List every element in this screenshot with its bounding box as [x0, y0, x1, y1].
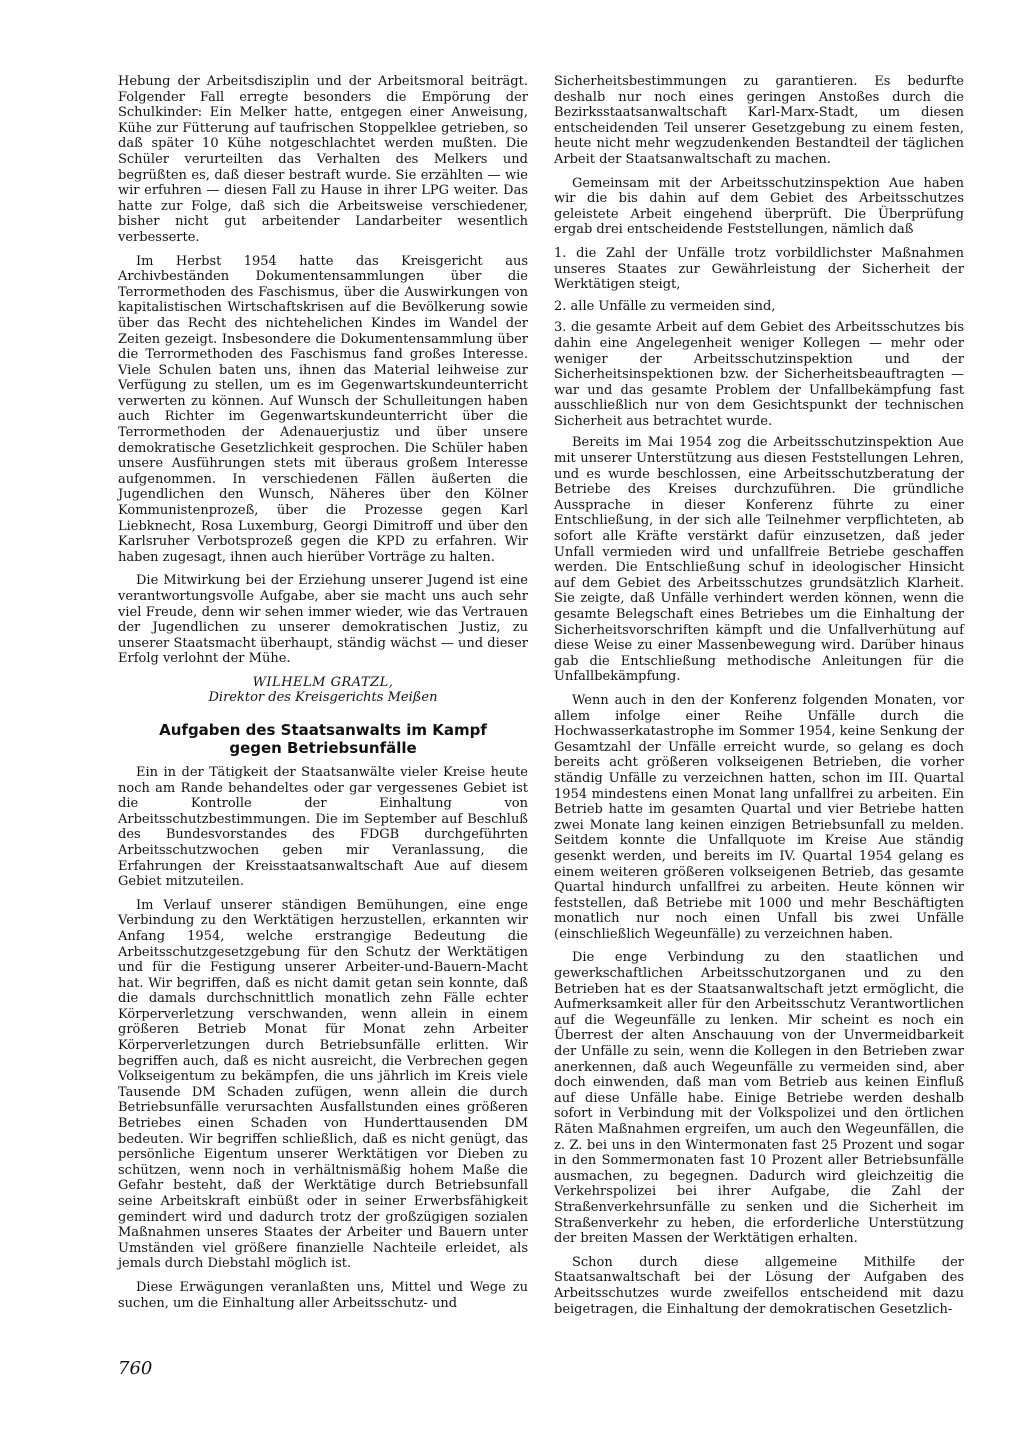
left-column — [118, 74, 528, 1319]
paragraph: Bereits im Mai 1954 zog die Arbeitsschutzinspektion Aue mit unserer Unterstützung aus diesen Feststellungen Lehren, und es wurde beschlossen, eine Arbeitsschutzberatung der Betriebe des Kreises durchzuführen. Die gründliche Aussprache in dieser Konferenz führte zu einer Entschließung, in der sich alle Teilnehmer verpflichteten, ab sofort alle Kräfte verstärkt dafür einzusetzen, daß jeder Unfall vermieden wird und unfallfreie Betriebe geschaffen werden. Die Entschließung schuf in ideologischer Hinsicht auf dem Gebiet des Arbeitsschutzes grundsätzlich Klarheit. Sie zeigte, daß Unfälle verhindert werden können, wenn die gesamte Belegschaft eines Betriebes um die Einhaltung der Sicherheitsvorschriften kämpft und die Unfallverhütung auf diese Weise zu einer Massenbewegung wird. Darüber hinaus gab die Entschließung methodische Anleitungen für die Unfallbekämpfung. — [554, 435, 964, 685]
paragraph: Schon durch diese allgemeine Mithilfe der Staatsanwaltschaft bei der Lösung der Aufgaben des Arbeitsschutzes wurde zweifellos entscheidend mit dazu beigetragen, die Einhaltung der demokratischen Gesetzlich- — [554, 1254, 964, 1317]
article-title — [118, 721, 528, 757]
list-item: 2. alle Unfälle zu vermeiden sind, — [554, 298, 776, 314]
paragraph: Hebung der Arbeitsdisziplin und der Arbeitsmoral beiträgt. Folgender Fall erregte besonders die Empörung der Schulkinder: Ein Melker hatte, entgegen einer Anweisung, Kühe zur Fütterung auf taufrischen Stoppelklee getrieben, so daß später 10 Kühe notgeschlachtet werden mußten. Die Schüler verurteilten das Verhalten des Melkers und begrüßten es, daß dieser bestraft wurde. Sie erzählten — wie wir erfuhren — diesen Fall zu Hause in ihrer LPG weiter. Das hatte zur Folge, daß sich die Arbeitsweise verschiedener, bisher nicht gut arbeitender Landarbeiter wesentlich verbesserte. — [118, 74, 528, 245]
signature-name: WILHELM GRATZL, — [252, 674, 394, 690]
paragraph: Die Mitwirkung bei der Erziehung unserer Jugend ist eine verantwortungsvolle Aufgabe, aber sie macht uns auch sehr viel Freude, denn wir sehen immer wieder, wie das Vertrauen der Jugendlichen zu unserer demokratischen Justiz, zu unserer Staatsmacht überhaupt, ständig wächst — und dieser Erfolg verlohnt der Mühe. — [118, 573, 528, 667]
article-title-line-1: Aufgaben des Staatsanwalts im Kampf — [159, 720, 487, 739]
right-column — [554, 74, 964, 1325]
paragraph: Diese Erwägungen veranlaßten uns, Mittel und Wege zu suchen, um die Einhaltung aller Arbeitsschutz- und — [118, 1279, 528, 1311]
paragraph: Sicherheitsbestimmungen zu garantieren. Es bedurfte deshalb nur noch eines geringen Anstoßes durch die Bezirksstaatsanwaltschaft Karl-Marx-Stadt, um diesen entscheidenden Teil unserer Gesetzgebung zu einem festen, heute nicht mehr wegzudenkenden Bestandteil der täglichen Arbeit der Staatsanwaltschaft zu machen. — [554, 74, 964, 167]
text-columns — [118, 74, 964, 1325]
paragraph: Gemeinsam mit der Arbeitsschutzinspektion Aue haben wir die bis dahin auf dem Gebiet des Arbeitsschutzes geleistete Arbeit eingehend überprüft. Die Überprüfung ergab drei entscheidende Feststellungen, nämlich daß — [554, 175, 964, 238]
page-number: 760 — [118, 1358, 153, 1379]
paragraph: Ein in der Tätigkeit der Staatsanwälte vieler Kreise heute noch am Rande behandeltes oder gar vergessenes Gebiet ist die Kontrolle der Einhaltung von Arbeitsschutzbestimmungen. Die im September auf Beschluß des Bundesvorstandes des FDGB durchgeführten Arbeitsschutzwochen geben mir Veranlassung, die Erfahrungen der Kreisstaatsanwaltschaft Aue auf diesem Gebiet mitzuteilen. — [118, 764, 528, 890]
list-item: 3. die gesamte Arbeit auf dem Gebiet des Arbeitsschutzes bis dahin eine Angelegenheit weniger Kollegen — mehr oder weniger der Arbeitsschutzinspektion und der Sicherheitsinspektionen bzw. der Sicherheitsbeauftragten — war und das gesamte Problem der Unfallbekämpfung fast ausschließlich nur von dem Gesichtspunkt der technischen Sicherheit aus betrachtet wurde. — [554, 320, 964, 429]
paragraph: Die enge Verbindung zu den staatlichen und gewerkschaftlichen Arbeitsschutzorganen und zu den Betrieben hat es der Staatsanwaltschaft jetzt ermöglicht, die Aufmerksamkeit aller für den Arbeitsschutz Verantwortlichen auf die Wegeunfälle zu lenken. Mir scheint es noch ein Überrest der alten Anschauung von der Unvermeidbarkeit der Unfälle zu sein, wenn die Kollegen in den Betrieben zwar anerkennen, daß auch Wegeunfälle zu vermeiden sind, aber doch einwenden, daß man vom Betrieb aus keinen Einfluß auf diese Unfälle habe. Einige Betriebe werden deshalb sofort in Verbindung mit der Volkspolizei und den örtlichen Räten Maßnahmen ergreifen, um auch den Wegeunfällen, die z. Z. bei uns in den Wintermonaten fast 25 Prozent und sogar in den Sommermonaten fast 10 Prozent aller Betriebsunfälle ausmachen, zu begegnen. Dadurch wird gleichzeitig die Verkehrspolizei bei ihrer Aufgabe, die Zahl der Straßenverkehrsunfälle zu senken und die Sicherheit im Straßenverkehr zu heben, die erforderliche Unterstützung der breiten Massen der Werktätigen erhalten. — [554, 950, 964, 1247]
paragraph: Wenn auch in den der Konferenz folgenden Monaten, vor allem infolge einer Reihe Unfälle durch die Hochwasserkatastrophe im Sommer 1954, keine Senkung der Gesamtzahl der Unfälle erreicht wurde, so gelang es doch bereits acht größeren volkseigenen Betrieben, die vorher ständig Unfälle zu verzeichnen hatten, schon im III. Quartal 1954 mindestens einen Monat lang unfallfrei zu arbeiten. Ein Betrieb hatte im gesamten Quartal und vier Betriebe hatten zwei Monate lang keinen einzigen Betriebsunfall zu melden. Seitdem konnte die Unfallquote im Kreise Aue ständig gesenkt werden, und bereits im IV. Quartal 1954 gelang es einem weiteren größeren volkseigenen Betrieb, das gesamte Quartal hindurch unfallfrei zu arbeiten. Heute können wir feststellen, daß Betriebe mit 1000 und mehr Beschäftigten monatlich nur noch einen Unfall bis zwei Unfälle (einschließlich Wegeunfälle) zu verzeichnen haben. — [554, 692, 964, 942]
paragraph: Im Herbst 1954 hatte das Kreisgericht aus Archivbeständen Dokumentensammlungen über die Terrormethoden des Faschismus, über die Auswirkungen von kapitalistischen Wirtschaftskrisen auf die Bevölkerung sowie über das Recht des nichtehelichen Kindes im Wandel der Zeiten gezeigt. Insbesondere die Dokumentensammlung über die Terrormethoden des Faschismus fand großes Interesse. Viele Schulen baten uns, ihnen das Material leihweise zur Verfügung zu stellen, um es im Gegenwartskundeunterricht verwerten zu können. Auf Wunsch der Schulleitungen haben auch Richter im Gegenwartskundeunterricht über die Terrormethoden der Adenauerjustiz und über unsere demokratische Gesetzlichkeit gesprochen. Die Schüler haben unsere Ausführungen stets mit überaus großem Interesse aufgenommen. In verschiedenen Fällen äußerten die Jugendlichen den Wunsch, Näheres über den Kölner Kommunistenprozeß, über die Prozesse gegen Karl Liebknecht, Rosa Luxemburg, Georgi Dimitroff und über den Karlsruher Verbotsprozeß gegen die KPD zu erfahren. Wir haben zugesagt, ihnen auch hierüber Vorträge zu halten. — [118, 253, 528, 565]
signature-title: Direktor des Kreisgerichts Meißen — [208, 689, 438, 705]
paragraph: Im Verlauf unserer ständigen Bemühungen, eine enge Verbindung zu den Werktätigen herzustellen, erkannten wir Anfang 1954, welche erstrangige Bedeutung die Arbeitsschutzgesetzgebung für den Schutz der Werktätigen und für die Festigung unserer Arbeiter-und-Bauern-Macht hat. Wir begriffen, daß es nicht damit getan sein konnte, daß die damals durchschnittlich monatlich zehn Fälle echter Körperverletzung verschwanden, wenn allein in einem größeren Betrieb Monat für Monat zehn Arbeiter Körperverletzungen durch Betriebsunfälle erlitten. Wir begriffen auch, daß es nicht ausreicht, die Verbrechen gegen Volkseigentum zu bekämpfen, die uns jährlich im Kreis viele Tausende DM Schaden zufügen, wenn allein die durch Betriebsunfälle verursachten Ausfallstunden eines größeren Betriebes einen Schaden von Hunderttausenden DM bedeuten. Wir begriffen schließlich, daß es nicht genügt, das persönliche Eigentum unserer Werktätigen vor Dieben zu schützen, wenn noch in verhältnismäßig hohem Maße die Gefahr besteht, daß der Werktätige durch Betriebsunfall seine Arbeitskraft einbüßt oder in seiner Erwerbsfähigkeit gemindert wird und dadurch trotz der großzügigen sozialen Maßnahmen unseres Staates der Arbeiter und Bauern unter Umständen viel größere finanzielle Nachteile erleidet, als jemals durch Diebstahl möglich ist. — [118, 897, 528, 1272]
article-title-line-2: gegen Betriebsunfälle — [229, 738, 417, 757]
list-item: 1. die Zahl der Unfälle trotz vorbildlichster Maßnahmen unseres Staates zur Gewährleistung der Sicherheit der Werktätigen steigt, — [554, 245, 964, 293]
